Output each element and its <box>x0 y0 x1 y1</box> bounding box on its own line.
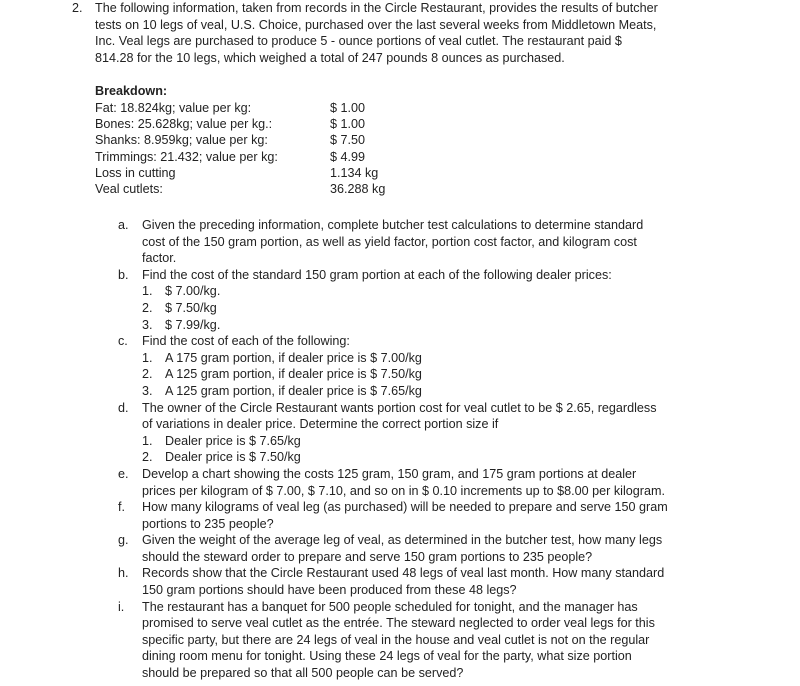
question-text <box>142 400 742 433</box>
question-line: dining room menu for tonight. Using these 24 legs of veal for the party, what size portion <box>142 649 632 664</box>
breakdown-label: Veal cutlets: <box>95 181 163 196</box>
question-e <box>0 466 800 499</box>
question-line: Develop a chart showing the costs 125 gram, 150 gram, and 175 gram portions at dealer <box>142 466 637 481</box>
sub-text: A 125 gram portion, if dealer price is $ 7.50/kg <box>165 367 422 382</box>
question-text <box>142 565 742 598</box>
question-text <box>142 599 742 682</box>
sub-text: A 175 gram portion, if dealer price is $ 7.00/kg <box>165 350 422 365</box>
question-letter: b. <box>118 267 129 282</box>
question-letter: g. <box>118 533 129 548</box>
question-line: Given the weight of the average leg of veal, as determined in the butcher test, how many legs <box>142 533 663 548</box>
question-number: 2. <box>72 1 83 15</box>
breakdown-row <box>95 100 495 116</box>
question-letter: h. <box>118 566 129 581</box>
sub-text: $ 7.00/kg. <box>165 284 221 299</box>
question-line: Given the preceding information, complete butcher test calculations to determine standard <box>142 218 644 232</box>
sub-text: Dealer price is $ 7.65/kg <box>165 433 301 448</box>
question-text <box>142 333 742 350</box>
breakdown-label: Trimmings: 21.432; value per kg: <box>95 149 278 164</box>
breakdown-value: 1.134 kg <box>330 165 379 180</box>
question-g <box>0 532 800 565</box>
question-line: promised to serve veal cutlet as the entrée. The steward neglected to order veal legs for this <box>142 616 655 631</box>
sub-number: 1. <box>142 433 153 448</box>
sub-text: $ 7.50/kg <box>165 300 217 315</box>
sub-number: 2. <box>142 367 153 382</box>
breakdown-value: $ 1.00 <box>330 101 366 115</box>
question-line: How many kilograms of veal leg (as purchased) will be needed to prepare and serve 150 gram <box>142 500 668 515</box>
question-line: Records show that the Circle Restaurant used 48 legs of veal last month. How many standard <box>142 566 665 581</box>
question-letter: e. <box>118 466 129 481</box>
sub-item <box>0 317 800 334</box>
question-letter: d. <box>118 400 129 415</box>
question-line: factor. <box>142 251 177 266</box>
sub-text: $ 7.99/kg. <box>165 317 221 332</box>
question-h <box>0 565 800 598</box>
question-list <box>0 217 800 682</box>
breakdown-row <box>95 149 495 165</box>
sub-item <box>0 300 800 317</box>
sub-item <box>0 433 800 450</box>
question-letter: f. <box>118 500 125 515</box>
breakdown-row <box>95 116 495 132</box>
sub-number: 1. <box>142 284 153 299</box>
question-line: The owner of the Circle Restaurant wants portion cost for veal cutlet to be $ 2.65, regardless <box>142 400 657 415</box>
question-c <box>0 333 800 399</box>
breakdown-row <box>95 181 495 197</box>
question-line: of variations in dealer price. Determine the correct portion size if <box>142 417 499 432</box>
intro-line: tests on 10 legs of veal, U.S. Choice, purchased over the last several weeks from Middletown Meats, <box>95 17 657 32</box>
sub-item <box>0 350 800 367</box>
intro-line: Inc. Veal legs are purchased to produce 5 - ounce portions of veal cutlet. The restaurant paid $ <box>95 34 622 49</box>
question-line: Find the cost of each of the following: <box>142 334 350 349</box>
question-line: portions to 235 people? <box>142 516 274 531</box>
breakdown-value: $ 4.99 <box>330 149 366 164</box>
question-text <box>142 267 742 284</box>
question-line: The restaurant has a banquet for 500 people scheduled for tonight, and the manager has <box>142 599 638 614</box>
question-text <box>142 217 742 267</box>
breakdown-row <box>95 165 495 181</box>
question-f <box>0 499 800 532</box>
sub-number: 2. <box>142 300 153 315</box>
question-a <box>0 217 800 267</box>
sub-item <box>0 366 800 383</box>
breakdown-label: Shanks: 8.959kg; value per kg: <box>95 133 268 148</box>
question-b <box>0 267 800 333</box>
question-line: specific party, but there are 24 legs of veal in the house and veal cutlet is not on the regular <box>142 632 650 647</box>
sub-number: 2. <box>142 450 153 465</box>
sub-number: 3. <box>142 317 153 332</box>
question-letter: i. <box>118 599 125 614</box>
breakdown-label: Loss in cutting <box>95 165 176 180</box>
question-line: should the steward order to prepare and serve 150 gram portions to 235 people? <box>142 549 593 564</box>
breakdown-value: $ 7.50 <box>330 133 366 148</box>
intro-line: The following information, taken from records in the Circle Restaurant, provides the results of butcher <box>95 1 658 15</box>
breakdown-row <box>95 132 495 148</box>
sub-text: Dealer price is $ 7.50/kg <box>165 450 301 465</box>
sub-number: 3. <box>142 383 153 398</box>
sub-item <box>0 283 800 300</box>
breakdown-value: $ 1.00 <box>330 117 366 132</box>
breakdown-table <box>95 100 495 197</box>
sub-item <box>0 449 800 466</box>
breakdown-value: 36.288 kg <box>330 181 386 196</box>
question-text <box>142 466 742 499</box>
sub-number: 1. <box>142 350 153 365</box>
breakdown-label: Bones: 25.628kg; value per kg.: <box>95 117 273 132</box>
question-line: 150 gram portions should have been produced from these 48 legs? <box>142 583 517 598</box>
question-letter: c. <box>118 334 128 349</box>
breakdown-label: Fat: 18.824kg; value per kg: <box>95 101 252 115</box>
question-letter: a. <box>118 218 129 232</box>
question-line: Find the cost of the standard 150 gram portion at each of the following dealer prices: <box>142 267 612 282</box>
question-text <box>142 532 742 565</box>
intro-paragraph <box>95 0 755 66</box>
question-i <box>0 599 800 682</box>
sub-item <box>0 383 800 400</box>
breakdown-title: Breakdown: <box>95 84 168 98</box>
question-d <box>0 400 800 466</box>
question-line: prices per kilogram of $ 7.00, $ 7.10, and so on in $ 0.10 increments up to $8.00 per kilogram. <box>142 483 665 498</box>
question-line: cost of the 150 gram portion, as well as yield factor, portion cost factor, and kilogram cost <box>142 234 637 249</box>
sub-text: A 125 gram portion, if dealer price is $ 7.65/kg <box>165 383 422 398</box>
question-line: should be prepared so that all 500 people can be served? <box>142 666 464 681</box>
intro-line: 814.28 for the 10 legs, which weighed a total of 247 pounds 8 ounces as purchased. <box>95 50 565 65</box>
question-text <box>142 499 742 532</box>
